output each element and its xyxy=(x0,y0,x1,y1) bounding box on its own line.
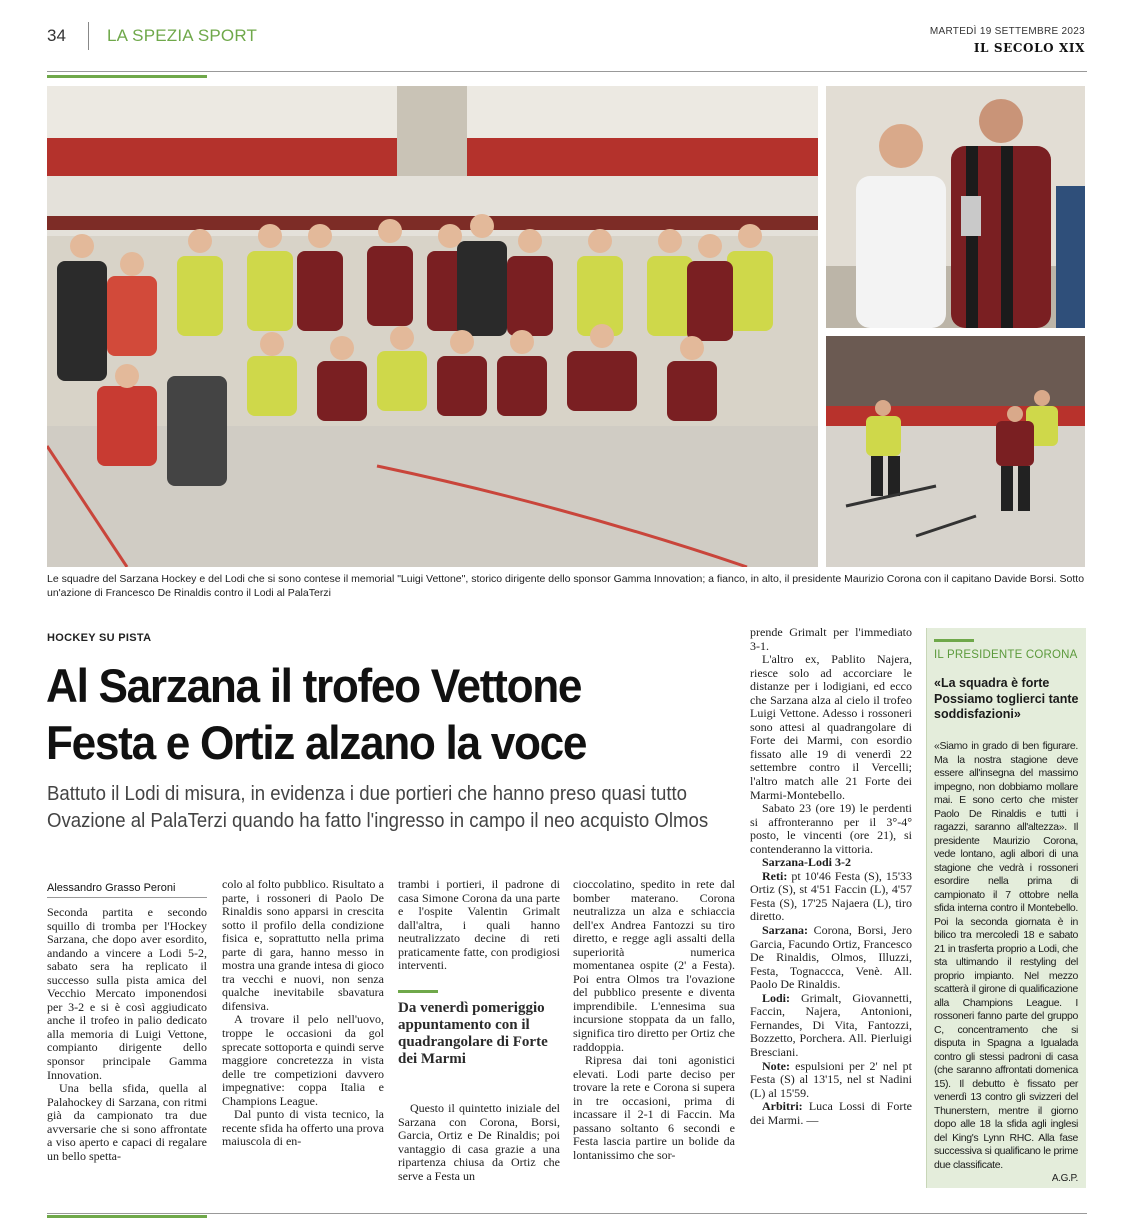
headline-line-2: Festa e Ortiz alzano la voce xyxy=(46,716,587,769)
article-column-3 xyxy=(398,878,560,973)
article-column-4 xyxy=(573,878,735,1162)
action-photo xyxy=(826,336,1085,567)
byline-rule xyxy=(47,897,207,898)
photo-caption: Le squadre del Sarzana Hockey e del Lodi che si sono contese il memorial "Luigi Vettone", storico dirigente dello sponsor Gamma Innovation; a fianco, in alto, il presidente Maurizio Corona con il capitano Davide Borsi. Sotto un'azione di Francesco De Rinaldis contro il Lodi al PalaTerzi xyxy=(47,573,1085,599)
article-column-1 xyxy=(47,906,207,1163)
paragraph: Seconda partita e secondo squillo di tromba per l'Hockey Sarzana, che dopo aver esordito, andando a vincere a Lodi 5-2, sabato sera ha replicato il successo sulla pista amica del Vecchio Mercato imponendosi per 3-2 e si è così aggiudicato anche il trofeo in palio dedicato alla memoria di Luigi Vettone, compianto dirigente dello sponsor principale Gamma Innovation. xyxy=(47,905,207,1082)
sidebar-signature: A.G.P. xyxy=(1051,1173,1078,1184)
footer-accent-bar xyxy=(47,1215,207,1218)
scorecard-sarzana xyxy=(750,924,912,992)
masthead: IL SECOLO XIX xyxy=(973,41,1085,55)
footer-rule xyxy=(47,1213,1087,1214)
scorecard-label: Lodi: xyxy=(762,990,791,1005)
subheadline-line-1: Battuto il Lodi di misura, in evidenza i due portieri che hanno preso quasi tutto xyxy=(47,783,688,805)
header-accent-bar xyxy=(47,75,207,78)
scorecard-value: pt 10'46 Festa (S), 15'33 Ortiz (S), st 4'51 Faccin (L), 4'57 Festa (S), 17'25 Najaera (L), tiro diretto. xyxy=(750,868,913,924)
article-column-3-continued xyxy=(398,1102,560,1183)
scorecard-title: Sarzana-Lodi 3-2 xyxy=(762,855,852,870)
scorecard-label: Sarzana: xyxy=(762,923,808,938)
scorecard-value: espulsioni per 2' nel pt Festa (S) al 13'15, nel st Nadini (L) al 15'59. xyxy=(750,1058,912,1100)
paragraph: prende Grimalt per l'immediato 3-1. xyxy=(750,625,912,653)
sidebar-body xyxy=(934,740,1078,1186)
issue-date: MARTEDÌ 19 SETTEMBRE 2023 xyxy=(929,26,1085,37)
sidebar-paragraph: «Siamo in grado di ben figurare. Ma la nostra stagione deve essere all'insegna del massimo impegno, non dobbiamo mollare mai. E sono certo che mister Paolo De Rinaldis e tutti i ragazzi, saranno all'altezza». Il presidente Maurizio Corona, vede lontano, agli albori di una stagione che vedrà i rossoneri esordire nella prima di campionato il 7 ottobre nella sfida interna contro il Montebello. Poi la seconda giornata è in bilico tra mercoledì 18 e sabato 21 in trasferta proprio a Lodi, che sta ultimando il restyling del proprio impianto. Nel mezzo scatterà il girone di qualificazione alla Champions League. I rossoneri fanno parte del gruppo C, concentramento che si disputa in Spagna a Igualada contro gli stessi padroni di casa (che saranno affrontati domenica 15). Il debutto è fissato per venerdì 13 contro gli svizzeri del Thunerstern, mentre il giorno dopo alle 18 la sfida agli inglesi del King's Lynn RHC. Alla fase successiva si qualificano le prime due classificate. xyxy=(934,740,1078,1171)
scorecard-label: Arbitri: xyxy=(762,1099,803,1114)
scorecard-value: Grimalt, Giovannetti, Faccin, Najera, Antonioni, Fernandes, Di Vita, Fantozzi, Bozzetto, Porchera. All. Pierluigi Bresciani. xyxy=(750,990,912,1059)
paragraph: Questo il quintetto iniziale del Sarzana con Corona, Borsi, Garcia, Ortiz e De Rinaldis; poi vantaggio di casa grazie a una ripartenza chiusa da Ortiz che serve a Festa un xyxy=(398,1101,560,1183)
article-kicker: HOCKEY SU PISTA xyxy=(47,632,152,644)
paragraph: A trovare il pelo nell'uovo, troppe le occasioni da gol sprecate sottoporta e quindi serve maggiore concretezza in vista delle tre competizioni davvero impegnative: coppa Italia e Champions League. xyxy=(222,1012,384,1108)
paragraph: L'altro ex, Pablito Najera, riesce solo ad accorciare le distanze per i lodigiani, ed ecco che Sarzana alza al cielo il trofeo Luigi Vettone. Adesso i rossoneri sono attesi al quadrangolare di Forte dei Marmi, con esordio fissato alle 19 di venerdì 22 settembre contro il Vercelli; l'altro match alle 21 Forte dei Marmi-Montebello. xyxy=(750,652,912,802)
scorecard-goals xyxy=(750,870,912,924)
section-title: LA SPEZIA SPORT xyxy=(107,26,258,45)
scorecard-label: Reti: xyxy=(762,868,788,883)
scorecard-value: Luca Lossi di Forte dei Marmi. — xyxy=(750,1099,912,1127)
paragraph: Una bella sfida, quella al Palahockey di Sarzana, con ritmi già da campionato tra due avversarie che si sono affrontate a viso aperto e capaci di regalare un bello spetta- xyxy=(47,1081,207,1163)
pull-quote: Da venerdì pomeriggio appuntamento con il quadrangolare di Forte dei Marmi xyxy=(398,1000,548,1067)
sidebar-kicker: IL PRESIDENTE CORONA xyxy=(934,649,1078,661)
paragraph: cioccolatino, spedito in rete dal bomber materano. Corona neutralizza un alza e schiaccia dell'ex Andrea Fantozzi su tiro diretto, e regge agli assalti della superiorità numerica momentanea ospite (2' a Festa). Poi entra Olmos tra l'ovazione del pubblico presente e diventa imprendibile. L'ennesima sua incursione stoppata da un fallo, significa tiro diretto per Ortiz che raddoppia. xyxy=(573,877,735,1054)
headline-line-1: Al Sarzana il trofeo Vettone xyxy=(46,659,582,712)
article-column-2 xyxy=(222,878,384,1149)
scorecard-notes xyxy=(750,1060,912,1101)
paragraph: Ripresa dai toni agonistici elevati. Lodi parte deciso per trovare la rete e Corona si supera in tre occasioni, prima di incassare il 2-1 di Faccin. Ma passano soltanto 6 secondi e Festa lascia partire un bolide da lontanissimo che sor- xyxy=(573,1053,735,1162)
paragraph: Dal punto di vista tecnico, la recente sfida ha offerto una prova maiuscola di en- xyxy=(222,1107,384,1149)
header-rule xyxy=(47,71,1087,72)
scorecard-lodi xyxy=(750,992,912,1060)
article-column-5 xyxy=(750,626,912,1127)
paragraph: Sabato 23 (ore 19) le perdenti si affronteranno per il 3°-4° posto, le vincenti (ore 21), si contenderanno la vittoria. xyxy=(750,801,912,856)
sidebar-accent-bar xyxy=(934,639,974,642)
scorecard-referees xyxy=(750,1100,912,1127)
scorecard-value: Corona, Borsi, Jero Garcia, Facundo Ortiz, Francesco De Rinaldis, Olmos, Illuzzi, Festa, Tognaccca, Venè. All. Paolo De Rinaldis. xyxy=(750,923,912,992)
paragraph: colo al folto pubblico. Risultato a parte, i rossoneri di Paolo De Rinaldis sono apparsi in crescita sotto il profilo della condizione fisica e, soprattutto nella prima parte di gara, hanno messo in mostra una grande intesa di gioco tra vecchi e nuovi, non senza qualche inevitabile sbavatura difensiva. xyxy=(222,877,384,1013)
author-byline: Alessandro Grasso Peroni xyxy=(47,882,176,894)
header-divider xyxy=(88,22,89,50)
paragraph: trambi i portieri, il padrone di casa Simone Corona da una parte e l'ospite Valentin Grimalt dall'altra, i quali hanno neutralizzato decine di reti praticamente fatte, con prodigiosi interventi. xyxy=(398,877,560,973)
pull-quote-rule xyxy=(398,990,438,993)
sidebar-quote: «La squadra è forte Possiamo toglierci tante soddisfazioni» xyxy=(934,676,1079,721)
page-number: 34 xyxy=(47,26,66,45)
award-photo xyxy=(826,86,1085,328)
team-photo xyxy=(47,86,818,567)
subheadline-line-2: Ovazione al PalaTerzi quando ha fatto l'ingresso in campo il neo acquisto Olmos xyxy=(47,810,709,832)
scorecard-label: Note: xyxy=(762,1058,790,1073)
